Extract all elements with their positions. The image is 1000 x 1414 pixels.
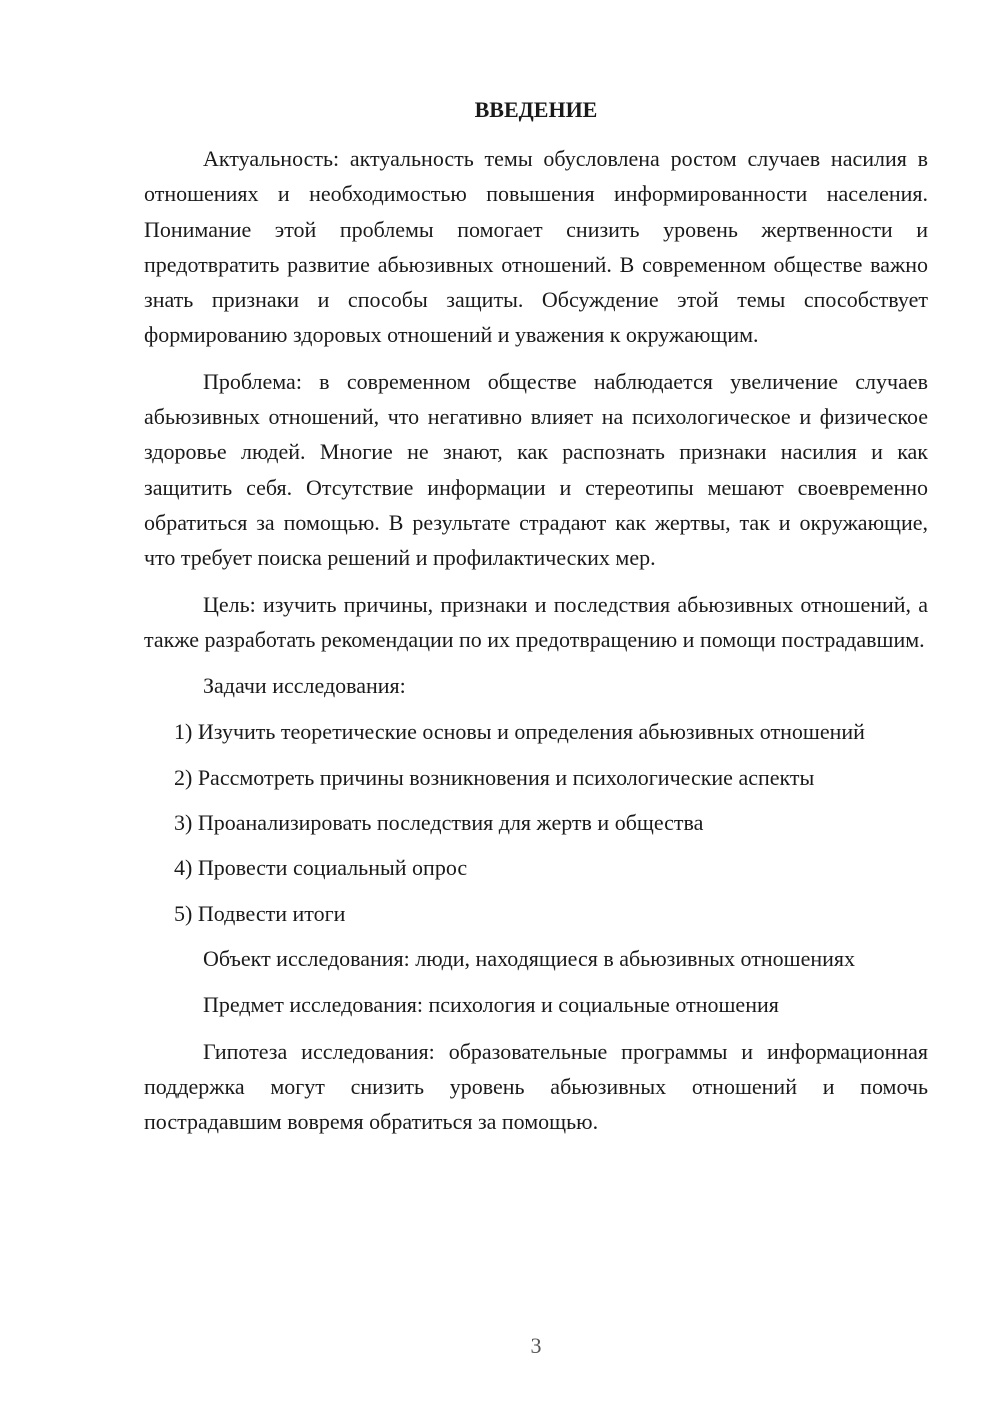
task-item-1: 1) Изучить теоретические основы и определения абьюзивных отношений	[174, 719, 865, 745]
task-item-2: 2) Рассмотреть причины возникновения и психологические аспекты	[174, 764, 815, 790]
problem-paragraph: Проблема: в современном обществе наблюдается увеличение случаев абьюзивных отношений, что негативно влияет на психологическое и физическое здоровье людей. Многие не знают, как распознать признаки насилия и как защитить себя. Отсутствие информации и стереотипы мешают своевременно обратиться за помощью. В результате страдают как жертвы, так и окружающие, что требует поиска решений и профилактических мер.	[144, 368, 928, 571]
subject-paragraph: Предмет исследования: психология и социальные отношения	[203, 992, 779, 1018]
relevance-paragraph: Актуальность: актуальность темы обусловлена ростом случаев насилия в отношениях и необходимостью повышения информированности населения. Понимание этой проблемы помогает снизить уровень жертвенности и предотвратить развитие абьюзивных отношений. В современном обществе важно знать признаки и способы защиты. Обсуждение этой темы способствует формированию здоровых отношений и уважения к окружающим.	[144, 146, 928, 348]
task-item-4: 4) Провести социальный опрос	[174, 855, 468, 881]
hypothesis-paragraph: Гипотеза исследования: образовательные программы и информационная поддержка могут снизить уровень абьюзивных отношений и помочь пострадавшим вовремя обратиться за помощью.	[144, 1038, 928, 1135]
goal-paragraph: Цель: изучить причины, признаки и последствия абьюзивных отношений, а также разработать рекомендации по их предотвращению и помощи пострадавшим.	[144, 591, 928, 652]
task-item-5: 5) Подвести итоги	[174, 900, 346, 926]
page-title: ВВЕДЕНИЕ	[474, 97, 598, 122]
object-paragraph: Объект исследования: люди, находящиеся в абьюзивных отношениях	[203, 945, 856, 971]
page-content	[144, 92, 928, 1150]
tasks-heading: Задачи исследования:	[203, 673, 406, 699]
task-item-3: 3) Проанализировать последствия для жертв и общества	[174, 810, 704, 836]
page-number: 3	[530, 1333, 542, 1358]
